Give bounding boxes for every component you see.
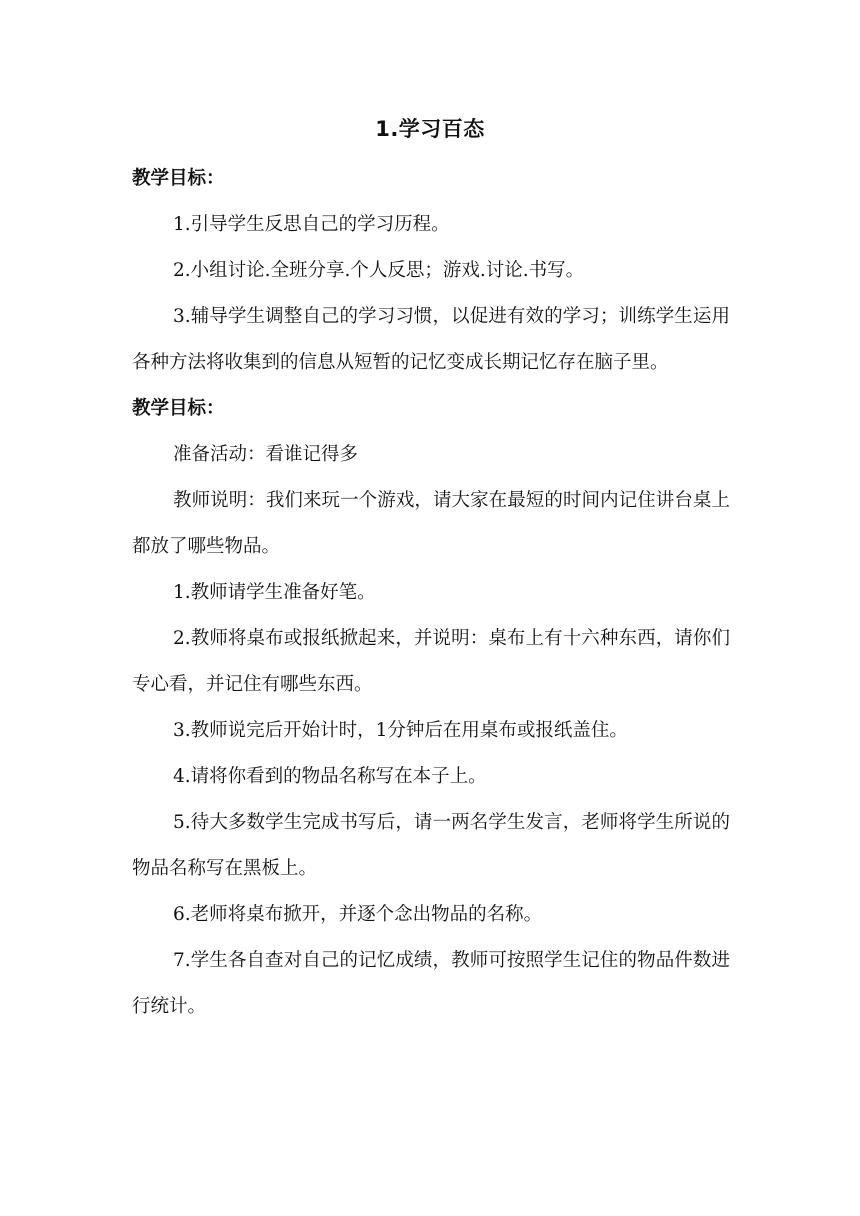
paragraph: 4.请将你看到的物品名称写在本子上。 — [173, 766, 487, 787]
paragraph: 2.教师将桌布或报纸掀起来，并说明：桌布上有十六种东西，请你们专心看，并记住有哪些东西。 — [132, 628, 730, 695]
paragraph: 5.待大多数学生完成书写后，请一两名学生发言，老师将学生所说的物品名称写在黑板上。 — [132, 812, 730, 879]
section-teaching-process — [132, 386, 730, 1030]
paragraph: 3.教师说完后开始计时，1分钟后在用桌布或报纸盖住。 — [173, 720, 628, 741]
paragraph: 7.学生各自查对自己的记忆成绩，教师可按照学生记住的物品件数进行统计。 — [132, 950, 730, 1017]
paragraph: 6.老师将桌布掀开，并逐个念出物品的名称。 — [173, 904, 543, 925]
paragraph: 3.辅导学生调整自己的学习习惯，以促进有效的学习；训练学生运用各种方法将收集到的信息从短暂的记忆变成长期记忆存在脑子里。 — [132, 306, 730, 373]
paragraph: 1.教师请学生准备好笔。 — [173, 582, 376, 603]
paragraph: 教师说明：我们来玩一个游戏，请大家在最短的时间内记住讲台桌上都放了哪些物品。 — [132, 490, 730, 557]
section-heading: 教学目标： — [132, 398, 225, 419]
section-teaching-goals — [132, 156, 730, 386]
document-body — [132, 156, 730, 1030]
paragraph: 准备活动：看谁记得多 — [173, 444, 359, 465]
document-title: 1.学习百态 — [375, 117, 485, 141]
paragraph: 1.引导学生反思自己的学习历程。 — [173, 214, 450, 235]
section-heading: 教学目标： — [132, 168, 225, 189]
paragraph: 2.小组讨论.全班分享.个人反思；游戏.讨论.书写。 — [173, 260, 585, 281]
